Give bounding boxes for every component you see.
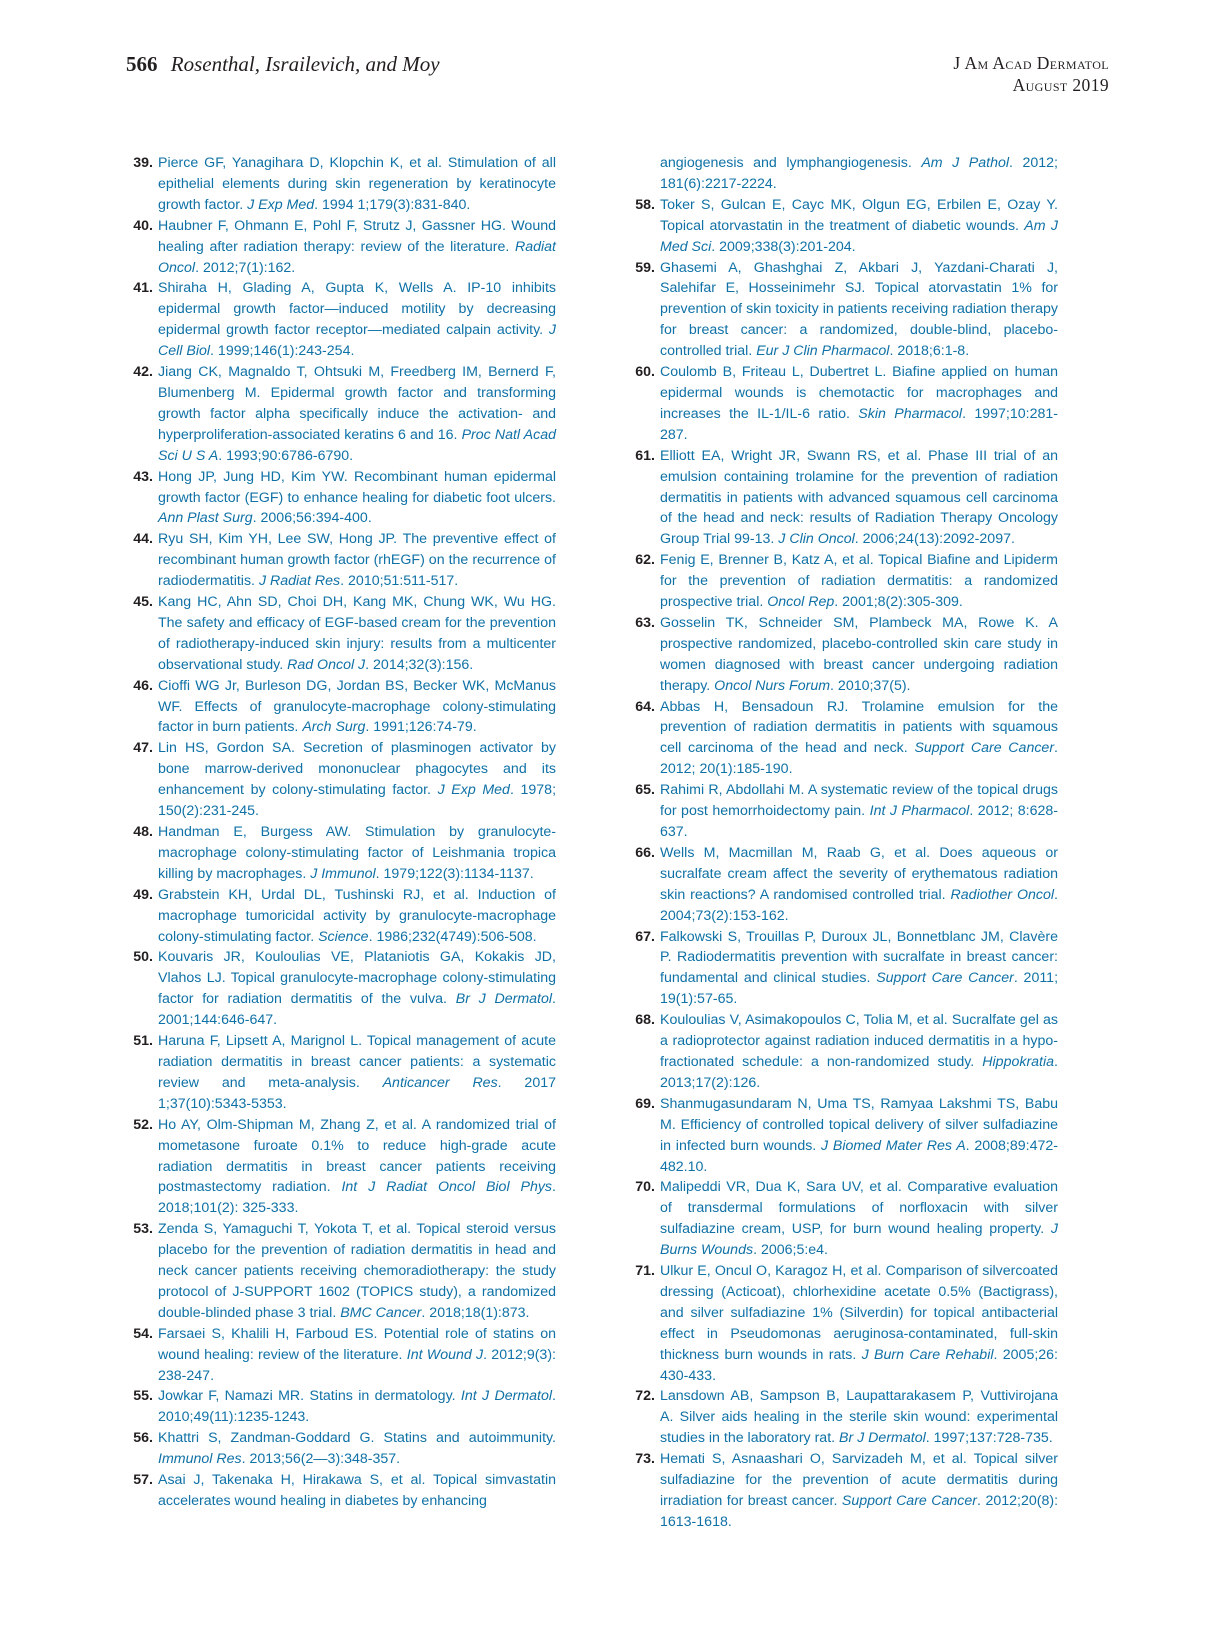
reference-number: 64. [635,698,655,715]
reference-text: Farsaei S, Khalili H, Farboud ES. Potential role of statins on wound healing: review of the literature. [158,1325,556,1363]
reference-text: Hong JP, Jung HD, Kim YW. Recombinant human epidermal growth factor (EGF) to enhance healing for diabetic foot ulcers. [158,468,556,506]
reference-item [628,780,1058,843]
references-right-column [628,153,1058,1533]
reference-number: 47. [133,740,153,757]
reference-journal[interactable]: Int Wound J [406,1346,484,1363]
reference-text: Coulomb B, Friteau L, Dubertret L. Biafine applied on human epidermal wounds is chemotactic for macrophages and increases the IL-1/IL-6 ratio. [660,364,1058,422]
reference-journal[interactable]: Oncol Nurs Forum [714,677,831,694]
reference-item [628,550,1058,613]
running-authors: Rosenthal, Israilevich, and Moy [170,52,440,76]
reference-item [126,1428,556,1470]
reference-journal[interactable]: Science [318,928,369,945]
reference-number: 59. [635,259,655,276]
reference-citation: . 1997;10:281-287. [660,405,1058,443]
reference-citation: . 2012;9(3): 238-247. [158,1346,556,1384]
reference-text: Elliott EA, Wright JR, Swann RS, et al. Phase III trial of an emulsion containing trolamine for the prevention of radiation dermatitis in patients with advanced squamous cell carcinoma of the head and neck: results of Radiation Therapy Oncology Group Trial 99-13. [660,447,1058,548]
reference-citation: . 2012;7(1):162. [195,259,296,276]
issue-date: August 2019 [1012,75,1109,95]
reference-number: 49. [133,886,153,903]
reference-item [628,1386,1058,1449]
running-header [126,52,1109,112]
reference-citation: . 2012;20(8): 1613-1618. [660,1493,1059,1530]
reference-item [628,1261,1058,1386]
reference-citation: . 2018;6:1-8. [889,343,970,360]
reference-citation: . 2013;17(2):126. [660,1053,1058,1091]
reference-item [126,1386,556,1428]
reference-text: Asai J, Takenaka H, Hirakawa S, et al. Topical simvastatin accelerates wound healing in diabetes by enhancing [158,1472,556,1509]
reference-citation: . 2008;89:472-482.10. [660,1137,1058,1175]
reference-item [126,278,556,362]
reference-item [628,258,1058,363]
reference-number: 50. [133,949,153,966]
reference-journal[interactable]: J Exp Med [437,782,510,799]
reference-text: Pierce GF, Yanagihara D, Klopchin K, et al. Stimulation of all epithelial elements during skin regeneration by keratinocyte growth factor. [158,155,556,213]
reference-citation: . 2018;18(1):873. [421,1304,530,1321]
reference-number: 72. [635,1388,655,1405]
reference-number: 43. [133,468,153,485]
reference-item [628,1094,1058,1178]
reference-item [628,927,1058,1011]
reference-journal[interactable]: J Radiat Res [258,573,341,590]
reference-number: 63. [635,614,655,631]
reference-journal[interactable]: J Cell Biol [158,322,556,360]
reference-journal[interactable]: J Burn Care Rehabil [861,1346,994,1363]
reference-text: Malipeddi VR, Dua K, Sara UV, et al. Comparative evaluation of transdermal formulations of norfloxacin with silver sulfadiazine cream, USP, for burn wound healing property. [660,1179,1058,1238]
reference-item [628,195,1058,258]
reference-journal[interactable]: Int J Radiat Oncol Biol Phys [341,1179,553,1196]
reference-number: 73. [635,1451,655,1468]
reference-number: 68. [635,1012,655,1029]
reference-number: 70. [635,1179,655,1196]
reference-number: 45. [133,594,153,611]
reference-citation: . 1993;90:6786-6790. [218,447,354,464]
references-left-column [126,153,556,1512]
reference-journal[interactable]: Rad Oncol J [287,656,366,673]
reference-item [628,446,1058,551]
reference-journal[interactable]: Support Care Cancer [841,1493,978,1509]
reference-text: angiogenesis and lymphangiogenesis. [660,155,922,171]
reference-citation: . 2005;26: 430-433. [660,1346,1058,1384]
reference-citation: . 2014;32(3):156. [365,656,474,673]
reference-item [126,1470,556,1512]
reference-citation: . 1986;232(4749):506-508. [368,928,537,945]
reference-item [628,613,1058,697]
reference-citation: . 1978; 150(2):231-245. [158,782,557,820]
reference-citation: . 2017 1;37(10):5343-5353. [158,1074,556,1112]
reference-item [126,1219,556,1324]
reference-text: Jiang CK, Magnaldo T, Ohtsuki M, Freedberg IM, Bernerd F, Blumenberg M. Epidermal growth factor and transforming growth factor alpha specifically induce the activation- and hyperproliferation-associated keratins 6 and 16. [158,364,556,443]
reference-item [126,1031,556,1115]
reference-number: 66. [635,844,655,861]
reference-text: Haruna F, Lipsett A, Marignol L. Topical management of acute radiation dermatitis in breast cancer patients: a systematic review and meta-analysis. [158,1033,556,1091]
reference-citation: . 1994 1;179(3):831-840. [314,196,471,213]
reference-item [126,947,556,1031]
reference-journal[interactable]: Am J Med Sci [660,217,1058,255]
reference-journal[interactable]: J Exp Med [247,196,315,213]
reference-journal[interactable]: Radiother Oncol [950,886,1055,903]
reference-number: 69. [635,1095,655,1112]
reference-number: 62. [635,552,655,569]
reference-number: 40. [133,217,153,234]
reference-number: 46. [133,677,153,694]
reference-text: Hemati S, Asnaashari O, Sarvizadeh M, et al. Topical silver sulfadiazine for the prevention of acute dermatitis during irradiation for breast cancer. [660,1451,1058,1509]
reference-number: 58. [635,196,655,213]
reference-journal[interactable]: J Burns Wounds [660,1221,1058,1259]
reference-text: Fenig E, Brenner B, Katz A, et al. Topical Biafine and Lipiderm for the prevention of radiation dermatitis: a randomized prospective trial. [660,552,1058,611]
reference-journal[interactable]: Ann Plast Surg [158,510,253,527]
reference-number: 44. [133,531,153,548]
reference-citation: . 2018;101(2): 325-333. [158,1179,556,1217]
reference-number: 51. [133,1033,153,1050]
reference-citation: . 1999;146(1):243-254. [210,343,355,360]
reference-citation: . 1991;126:74-79. [365,719,477,736]
reference-journal[interactable]: Support Care Cancer [876,970,1014,987]
reference-text: Kouloulias V, Asimakopoulos C, Tolia M, et al. Sucralfate gel as a radioprotector against radiation induced dermatitis in a hypo-fractionated schedule: a non-randomized study. [660,1012,1058,1070]
reference-text: Wells M, Macmillan M, Raab G, et al. Does aqueous or sucralfate cream affect the severity of erythematous radiation skin reactions? A randomised controlled trial. [660,844,1058,903]
reference-journal[interactable]: J Biomed Mater Res A [821,1137,966,1154]
reference-text: Kouvaris JR, Kouloulias VE, Plataniotis GA, Kokakis JD, Vlahos LJ. Topical granulocyte-macrophage colony-stimulating factor for radiation dermatitis of the vulva. [158,949,556,1008]
reference-number: 56. [133,1430,153,1447]
reference-text: Ghasemi A, Ghashghai Z, Akbari J, Yazdani-Charati J, Salehifar E, Hosseinimehr SJ. Topical atorvastatin 1% for prevention of skin toxicity in patients receiving radiation therapy for breast cancer: a randomized, double-blind, placebo-controlled trial. [660,259,1058,360]
reference-item [126,738,556,822]
reference-item [126,1324,556,1387]
reference-number: 57. [133,1472,153,1489]
reference-number: 52. [133,1116,153,1133]
reference-text: Abbas H, Bensadoun RJ. Trolamine emulsion for the prevention of radiation dermatitis in patients with squamous cell carcinoma of the head and neck. [660,698,1058,757]
reference-citation: . 2013;56(2—3):348-357. [241,1451,401,1468]
reference-item [126,362,556,467]
reference-journal[interactable]: Int J Pharmacol [869,803,970,820]
reference-text: Cioffi WG Jr, Burleson DG, Jordan BS, Becker WK, McManus WF. Effects of granulocyte-macrophage colony-stimulating factor in burn patients. [158,677,556,736]
reference-text: Zenda S, Yamaguchi T, Yokota T, et al. Topical steroid versus placebo for the prevention of radiation dermatitis in head and neck cancer patients receiving chemoradiotherapy: the study protocol of J-SUPPORT 1602 (TOPICS study), a randomized double-blinded phase 3 trial. [158,1221,556,1321]
reference-item [126,822,556,885]
reference-citation: . 1979;122(3):1134-1137. [375,865,534,882]
reference-item [628,843,1058,927]
reference-citation: . 2006;56:394-400. [252,510,372,527]
journal-name: J Am Acad Dermatol [953,53,1109,73]
reference-citation: . 2006;5:e4. [753,1242,829,1259]
reference-journal[interactable]: Immunol Res [158,1451,242,1468]
reference-journal[interactable]: Anticancer Res [382,1074,498,1091]
reference-number: 54. [133,1325,153,1342]
reference-number: 41. [133,280,153,297]
reference-item [628,1010,1058,1094]
reference-item [126,592,556,676]
reference-citation: . 2009;338(3):201-204. [711,238,856,255]
reference-text: Falkowski S, Trouillas P, Duroux JL, Bonnetblanc JM, Clavère P. Radiodermatitis prevention with sucralfate in breast cancer: fundamental and clinical studies. [660,928,1058,987]
reference-citation: . 2012; 20(1):185-190. [660,740,1058,778]
reference-text: Lansdown AB, Sampson B, Laupattarakasem P, Vuttivirojana A. Silver aids healing in the sterile skin wound: experimental studies in the laboratory rat. [660,1388,1058,1447]
reference-journal[interactable]: Radiat Oncol [158,238,556,276]
reference-item [628,1449,1058,1533]
reference-text: Toker S, Gulcan E, Cayc MK, Olgun EG, Erbilen E, Ozay Y. Topical atorvastatin in the treatment of diabetic wounds. [660,196,1058,234]
reference-citation: . 2012; 8:628-637. [660,803,1058,840]
reference-item [126,676,556,739]
reference-number: 65. [635,782,655,799]
reference-item [126,216,556,279]
reference-citation: . 2012; 181(6):2217-2224. [660,155,1058,192]
reference-number: 39. [133,155,153,171]
header-left [126,52,440,77]
reference-citation: . 2001;144:646-647. [158,991,556,1029]
reference-text: Rahimi R, Abdollahi M. A systematic review of the topical drugs for post hemorrhoidectomy pain. [660,782,1058,820]
reference-citation: . 1997;137:728-735. [925,1430,1053,1447]
reference-continuation [628,153,1058,195]
reference-text: Haubner F, Ohmann E, Pohl F, Strutz J, Gassner HG. Wound healing after radiation therapy: review of the literature. [158,217,556,255]
reference-number: 60. [635,364,655,381]
reference-item [126,1115,556,1220]
reference-item [628,697,1058,781]
reference-journal[interactable]: Eur J Clin Pharmacol [756,343,890,360]
reference-text: Kang HC, Ahn SD, Choi DH, Kang MK, Chung WK, Wu HG. The safety and efficacy of EGF-based cream for the prevention of radiotherapy-induced skin injury: results from a multicenter observational study. [158,594,556,673]
reference-number: 71. [635,1263,655,1280]
reference-journal[interactable]: Skin Pharmacol [858,405,963,422]
reference-text: Jowkar F, Namazi MR. Statins in dermatology. [158,1388,461,1405]
reference-journal[interactable]: J Clin Oncol [778,531,855,548]
reference-text: Lin HS, Gordon SA. Secretion of plasminogen activator by bone marrow-derived mononuclear phagocytes and its enhancement by colony-stimulating factor. [158,740,556,799]
header-right [953,52,1109,96]
reference-number: 53. [133,1221,153,1238]
reference-citation: . 2010;37(5). [830,677,911,694]
reference-item [126,467,556,530]
reference-journal[interactable]: Br J Dermatol [455,991,553,1008]
reference-journal[interactable]: Proc Natl Acad Sci U S A [158,426,556,464]
reference-text: Ho AY, Olm-Shipman M, Zhang Z, et al. A randomized trial of mometasone furoate 0.1% to reduce high-grade acute radiation dermatitis in breast cancer patients receiving postmastectomy radiation. [158,1116,556,1196]
reference-journal[interactable]: Int J Dermatol [460,1388,553,1405]
reference-journal[interactable]: Support Care Cancer [914,740,1055,757]
reference-journal[interactable]: Am J Pathol [921,155,1009,171]
reference-citation: . 2006;24(13):2092-2097. [854,531,1015,548]
reference-journal[interactable]: Oncol Rep [767,594,835,611]
reference-number: 61. [635,447,655,464]
reference-text: Gosselin TK, Schneider SM, Plambeck MA, Rowe K. A prospective randomized, placebo-controlled skin care study in women diagnosed with breast cancer undergoing radiation therapy. [660,614,1058,694]
reference-citation: . 2010;49(11):1235-1243. [158,1388,556,1426]
reference-text: Ulkur E, Oncul O, Karagoz H, et al. Comparison of silvercoated dressing (Acticoat), chlorhexidine acetate 0.5% (Bactigrass), and silver sulfadiazine 1% (Silverdin) for topical antibacterial effect in Pseudomonas aeruginosa-contaminated, full-skin thickness burn wounds in rats. [660,1263,1058,1363]
page-number: 566 [126,52,158,76]
reference-item [126,529,556,592]
reference-citation: . 2010;51:511-517. [340,573,459,590]
reference-text: Ryu SH, Kim YH, Lee SW, Hong JP. The preventive effect of recombinant human growth factor (rhEGF) on the recurrence of radiodermatitis. [158,531,556,590]
reference-citation: . 2004;73(2):153-162. [660,886,1058,924]
reference-number: 48. [133,824,153,840]
reference-number: 67. [635,928,655,945]
reference-text: Khattri S, Zandman-Goddard G. Statins and autoimmunity. [158,1430,556,1447]
reference-item [126,153,556,216]
reference-journal[interactable]: Hippokratia [982,1053,1055,1070]
reference-item [126,885,556,948]
reference-number: 42. [133,364,153,381]
reference-citation: . 2011; 19(1):57-65. [660,970,1059,1008]
reference-journal[interactable]: Br J Dermatol [839,1430,926,1447]
reference-item [628,362,1058,446]
reference-text: Handman E, Burgess AW. Stimulation by granulocyte-macrophage colony-stimulating factor of Leishmania tropica killing by macrophages. [158,824,556,882]
reference-citation: . 2001;8(2):305-309. [834,594,963,611]
reference-text: Shanmugasundaram N, Uma TS, Ramyaa Lakshmi TS, Babu M. Efficiency of controlled topical delivery of silver sulfadiazine in infected burn wounds. [660,1095,1058,1154]
reference-text: Grabstein KH, Urdal DL, Tushinski RJ, et al. Induction of macrophage tumoricidal activity by granulocyte-macrophage colony-stimulating factor. [158,886,556,945]
reference-number: 55. [133,1388,153,1405]
reference-journal[interactable]: J Immunol [310,865,376,882]
reference-text: Shiraha H, Glading A, Gupta K, Wells A. IP-10 inhibits epidermal growth factor—induced motility by decreasing epidermal growth factor receptor—mediated calpain activity. [158,280,556,339]
reference-journal[interactable]: Arch Surg [302,719,366,736]
reference-journal[interactable]: BMC Cancer [340,1304,422,1321]
reference-item [628,1177,1058,1261]
